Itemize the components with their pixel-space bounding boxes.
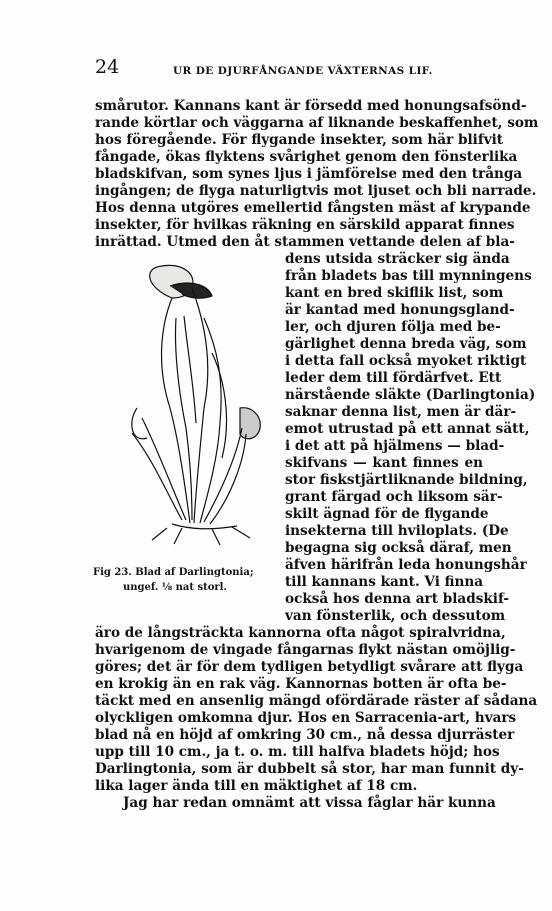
page-header bbox=[95, 56, 475, 82]
text-line: Darlingtonia, som är dubbelt så stor, har man funnit dy- bbox=[95, 761, 524, 777]
text-line: skifvans — kant finnes en bbox=[285, 455, 483, 471]
caption-line: ungef. ⅛ nat storl. bbox=[123, 582, 227, 593]
darlingtonia-illustration bbox=[112, 258, 282, 558]
text-line: begagna sig också däraf, men bbox=[285, 540, 512, 556]
text-line: också hos denna art bladskif- bbox=[285, 591, 509, 607]
text-line: äfven härifrån leda honungshår bbox=[285, 557, 527, 573]
text-line: i det att på hjälmens — blad- bbox=[285, 438, 505, 454]
text-line: äro de långsträckta kannorna ofta något spiralvridna, bbox=[95, 625, 506, 641]
text-line: bladskifvan, som synes ljus i jämförelse med den trånga bbox=[95, 166, 523, 182]
text-line: göres; det är för dem tydligen betydligt svårare att flyga bbox=[95, 659, 524, 675]
text-line: ingången; de flyga naturligtvis mot ljuset och bli narrade. bbox=[95, 183, 537, 199]
text-line: smårutor. Kannans kant är försedd med honungsafsönd- bbox=[95, 98, 527, 114]
text-line: van fönsterlik, och dessutom bbox=[285, 608, 506, 624]
text-line: närstående släkte (Darlingtonia) bbox=[285, 387, 536, 403]
page-number: 24 bbox=[95, 56, 120, 78]
text-line: leder dem till fördärfvet. Ett bbox=[285, 370, 502, 386]
text-line: emot utrustad på ett annat sätt, bbox=[285, 421, 530, 437]
text-line: olyckligen omkomna djur. Hos en Sarracenia-art, hvars bbox=[95, 710, 517, 726]
text-line: lika lager ända till en mäktighet af 18 cm. bbox=[95, 778, 418, 794]
text-line: insekter, för hvilkas räkning en särskild apparat finnes bbox=[95, 217, 515, 233]
text-line: dens utsida sträcker sig ända bbox=[285, 251, 510, 267]
text-line: inrättad. Utmed den åt stammen vettande delen af bla- bbox=[95, 234, 515, 250]
text-line: skilt ägnad för de flygande bbox=[285, 506, 489, 522]
text-line: är kantad med honungsgland- bbox=[285, 302, 515, 318]
text-line: i detta fall också myoket riktigt bbox=[285, 353, 527, 369]
text-line: insekterna till hviloplats. (De bbox=[285, 523, 509, 539]
text-line: blad nå en höjd af omkring 30 cm., nå dessa djurräster bbox=[95, 727, 515, 743]
text-line: kant en bred skiflik list, som bbox=[285, 285, 504, 301]
text-line: upp till 10 cm., ja t. o. m. till halfva bladets höjd; hos bbox=[95, 744, 500, 760]
text-line: fångade, ökas flyktens svårighet genom den fönsterlika bbox=[95, 149, 518, 165]
text-line: till kannans kant. Vi finna bbox=[285, 574, 484, 590]
text-line: hos föregående. För flygande insekter, som här blifvit bbox=[95, 132, 504, 148]
caption-line: Fig 23. Blad af Darlingtonia; bbox=[93, 567, 254, 578]
text-line: Hos denna utgöres emellertid fångsten mäst af krypande bbox=[95, 200, 531, 216]
running-title: UR DE DJURFÅNGANDE VÄXTERNAS LIF. bbox=[173, 65, 433, 77]
text-line: saknar denna list, men är där- bbox=[285, 404, 517, 420]
text-line: från bladets bas till mynningens bbox=[285, 268, 532, 284]
text-line: Jag har redan omnämt att vissa fåglar här kunna bbox=[123, 795, 496, 811]
figure-caption bbox=[93, 565, 273, 595]
text-line: ler, och djuren följa med be- bbox=[285, 319, 501, 335]
text-line: hvarigenom de vingade fångarnas flykt nästan omöjlig- bbox=[95, 642, 516, 658]
text-line: en krokig än en rak väg. Kannornas botten är ofta be- bbox=[95, 676, 507, 692]
text-line: rande körtlar och väggarna af liknande beskaffenhet, som bbox=[95, 115, 539, 131]
text-line: grant färgad och liksom sär- bbox=[285, 489, 503, 505]
text-line: stor fiskstjärtliknande bildning, bbox=[285, 472, 528, 488]
plant-drawing bbox=[112, 258, 282, 558]
text-line: gärlighet denna breda väg, som bbox=[285, 336, 527, 352]
text-line: täckt med en ansenlig mängd ofördärade räster af sådana bbox=[95, 693, 538, 709]
